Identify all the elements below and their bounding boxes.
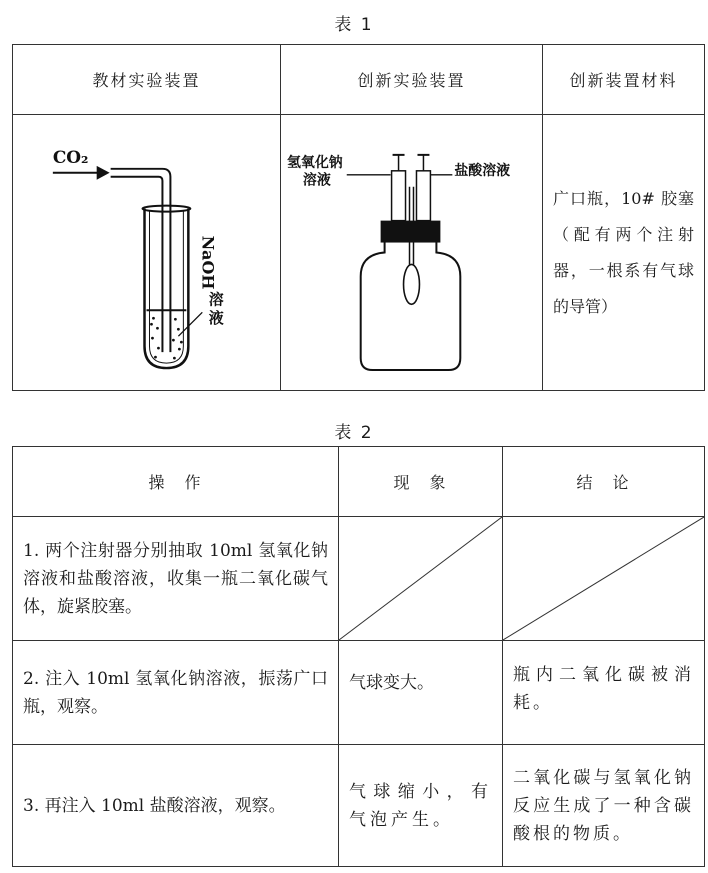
textbook-apparatus-figure	[13, 115, 280, 390]
row3-phenomenon: 气球缩小，有气泡产生。	[339, 745, 503, 867]
syringe1-barrel	[392, 171, 406, 221]
textbook-apparatus-cell	[13, 115, 281, 391]
hcl-syringe-label: 盐酸溶液	[454, 162, 511, 179]
solution-label-char-1: 溶	[208, 290, 224, 309]
row3-operation: 3. 再注入 10ml 盐酸溶液，观察。	[13, 745, 339, 867]
materials-text: 广口瓶，10# 胶塞（配有两个注射器，一根系有气球的导管）	[543, 115, 705, 391]
balloon	[404, 264, 420, 304]
table2-header-phenomenon: 现 象	[339, 447, 503, 517]
table1	[12, 44, 705, 391]
test-tube-inner-wall	[149, 211, 183, 363]
rubber-stopper	[381, 221, 441, 243]
table2-caption: 表 2	[334, 423, 374, 443]
row2-operation: 2. 注入 10ml 氢氧化钠溶液，振荡广口瓶，观察。	[13, 641, 339, 745]
wide-mouth-bottle	[361, 243, 461, 371]
naoh-syringe-label-1: 氢氧化钠	[286, 154, 343, 171]
syringe2-barrel	[416, 171, 430, 221]
solution-label-char-2: 液	[208, 309, 224, 328]
co2-label: CO₂	[52, 146, 89, 167]
row2-conclusion: 瓶内二氧化碳被消耗。	[503, 641, 705, 745]
table2-header-conclusion: 结 论	[503, 447, 705, 517]
table2-header-operation: 操 作	[13, 447, 339, 517]
test-tube	[145, 209, 189, 368]
table-row	[13, 641, 705, 745]
naoh-liquid-dots	[150, 317, 183, 360]
solution-pointer-line	[178, 312, 202, 336]
row3-conclusion: 二氧化碳与氢氧化钠反应生成了一种含碳酸根的物质。	[503, 745, 705, 867]
table1-header-new-apparatus: 创新实验装置	[281, 45, 543, 115]
gas-arrow-head	[97, 166, 110, 180]
table1-header-textbook: 教材实验装置	[13, 45, 281, 115]
table1-caption: 表 1	[334, 15, 374, 35]
naoh-syringe-label-2: 溶液	[302, 172, 331, 189]
table-row	[13, 745, 705, 867]
delivery-tube-inner	[111, 177, 163, 352]
table2	[12, 446, 705, 867]
row1-phenomenon-slash	[339, 517, 502, 640]
new-apparatus-figure	[281, 115, 542, 390]
row1-conclusion-slash	[503, 517, 704, 640]
row1-operation: 1. 两个注射器分别抽取 10ml 氢氧化钠溶液和盐酸溶液，收集一瓶二氧化碳气体，旋紧胶塞。	[13, 517, 339, 641]
row1-phenomenon-empty	[339, 517, 503, 641]
row1-conclusion-empty	[503, 517, 705, 641]
naoh-label: NaOH	[198, 235, 218, 290]
row2-phenomenon: 气球变大。	[339, 641, 503, 745]
new-apparatus-cell	[281, 115, 543, 391]
table-row	[13, 517, 705, 641]
table1-header-materials: 创新装置材料	[543, 45, 705, 115]
